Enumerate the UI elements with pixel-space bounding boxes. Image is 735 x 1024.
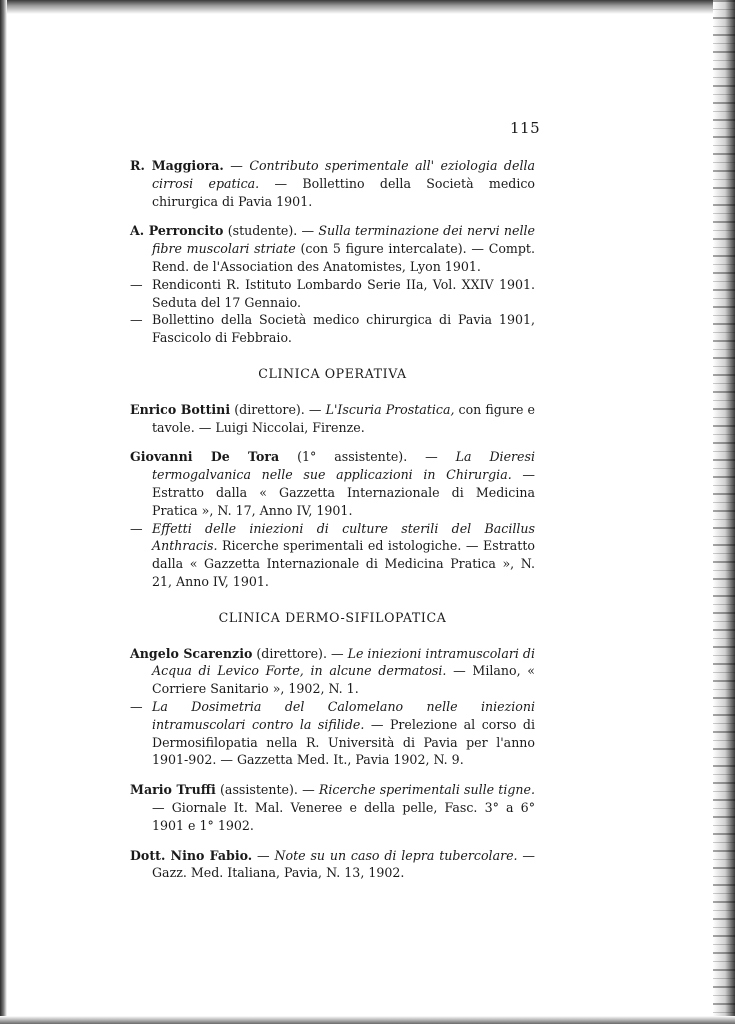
dash-separator: —: [223, 158, 250, 173]
entry-continuation: [130, 698, 535, 769]
dash-separator: —: [130, 520, 143, 536]
work-title: Sulla terminazione dei nervi nelle fibre muscolari striate: [152, 223, 535, 257]
bibliography-content: [130, 157, 535, 894]
work-title: Effetti delle iniezioni di culture sterili del Bacillus Anthracis.: [152, 520, 535, 554]
publication-source: — Milano, « Corriere Sanitario », 1902, N. 1.: [152, 663, 535, 697]
dash-separator: —: [304, 401, 326, 417]
scan-edge-right: [713, 0, 735, 1024]
entry-first-line: [130, 645, 535, 698]
author-name: Mario Truffi: [130, 782, 216, 798]
scan-edge-top: [0, 0, 735, 14]
entry-continuation: [130, 520, 535, 591]
scan-edge-left: [0, 0, 7, 1024]
dash-separator: —: [130, 276, 143, 292]
publication-source: — Prelezione al corso di Dermosifilopatia nella R. Università di Pavia per l'anno 1901-902. — Gazzetta Med. It., Pavia 1902, N. 9.: [152, 716, 535, 768]
bibliography-entry: [130, 157, 535, 210]
author-role: (direttore).: [230, 401, 305, 417]
author-role: (assistente).: [215, 782, 298, 798]
dash-separator: —: [130, 698, 143, 714]
scan-edge-bottom: [0, 1016, 735, 1024]
dash-separator: —: [326, 645, 348, 661]
bibliography-entry: [130, 401, 535, 437]
work-title: Ricerche sperimentali sulle tigne.: [318, 782, 536, 798]
author-name: Enrico Bottini: [130, 401, 231, 417]
bibliography-entry: [130, 222, 535, 347]
publication-source: Rendiconti R. Istituto Lombardo Serie IIa, Vol. XXIV 1901. Seduta del 17 Gennaio.: [152, 276, 535, 310]
entry-first-line: [130, 157, 535, 210]
entry-continuation: [130, 276, 535, 312]
work-title: Contributo sperimentale all' eziologia della cirrosi epatica.: [152, 158, 536, 191]
author-role: (direttore).: [252, 645, 327, 661]
work-title: La Dosimetria del Calomelano nelle iniezioni intramuscolari contro la sifilide.: [152, 698, 535, 732]
publication-source: — Bollettino della Società medico chirurgica di Pavia 1901.: [152, 175, 536, 209]
work-title: La Dieresi termogalvanica nelle sue applicazioni in Chirurgia.: [152, 449, 535, 483]
author-role: (1° assistente).: [279, 449, 408, 465]
publication-source: — Gazz. Med. Italiana, Pavia, N. 13, 1902.: [152, 847, 535, 881]
author-name: Dott. Nino Fabio.: [130, 847, 253, 863]
bibliography-entry: [130, 847, 535, 883]
entry-first-line: [130, 847, 535, 883]
entry-first-line: [130, 222, 535, 275]
dash-separator: —: [407, 449, 456, 465]
bibliography-entry: [130, 448, 535, 590]
entry-first-line: [130, 401, 535, 437]
entry-continuation: [130, 311, 535, 347]
bibliography-entry: [130, 645, 535, 770]
entry-first-line: [130, 448, 535, 519]
author-name: A. Perroncito: [130, 223, 224, 239]
section-heading: CLINICA OPERATIVA: [258, 365, 407, 381]
publication-source: (con 5 figure intercalate). — Compt. Rend. de l'Association des Anatomistes, Lyon 1901.: [152, 241, 535, 274]
author-name: R. Maggiora.: [130, 158, 224, 173]
publication-source: — Giornale It. Mal. Veneree e della pelle, Fasc. 3° a 6° 1901 e 1° 1902.: [152, 799, 535, 833]
work-title: Note su un caso di lepra tubercolare.: [274, 847, 518, 863]
author-role: (studente).: [223, 223, 298, 239]
publication-source: Ricerche sperimentali ed istologiche. — Estratto dalla « Gazzetta Internazionale di Medicina Pratica », N. 21, Anno IV, 1901.: [152, 538, 535, 589]
dash-separator: —: [297, 782, 319, 798]
work-title: L'Iscuria Prostatica,: [325, 401, 455, 417]
publication-source: con figure e tavole. — Luigi Niccolai, Firenze.: [152, 401, 535, 435]
dash-separator: —: [252, 847, 275, 863]
publication-source: — Estratto dalla « Gazzetta Internazionale di Medicina Pratica », N. 17, Anno IV, 1901.: [152, 467, 535, 518]
section-heading: CLINICA DERMO-SIFILOPATICA: [218, 609, 447, 625]
page-number: 115: [510, 119, 541, 137]
bibliography-entry: [130, 781, 535, 834]
entry-first-line: [130, 781, 535, 834]
dash-separator: —: [130, 312, 143, 328]
publication-source: Bollettino della Società medico chirurgica di Pavia 1901, Fascicolo di Febbraio.: [152, 312, 535, 346]
dash-separator: —: [297, 223, 319, 239]
work-title: Le iniezioni intramuscolari di Acqua di Levico Forte, in alcune dermatosi.: [152, 645, 535, 679]
author-name: Angelo Scarenzio: [130, 645, 253, 661]
author-name: Giovanni De Tora: [130, 449, 280, 465]
